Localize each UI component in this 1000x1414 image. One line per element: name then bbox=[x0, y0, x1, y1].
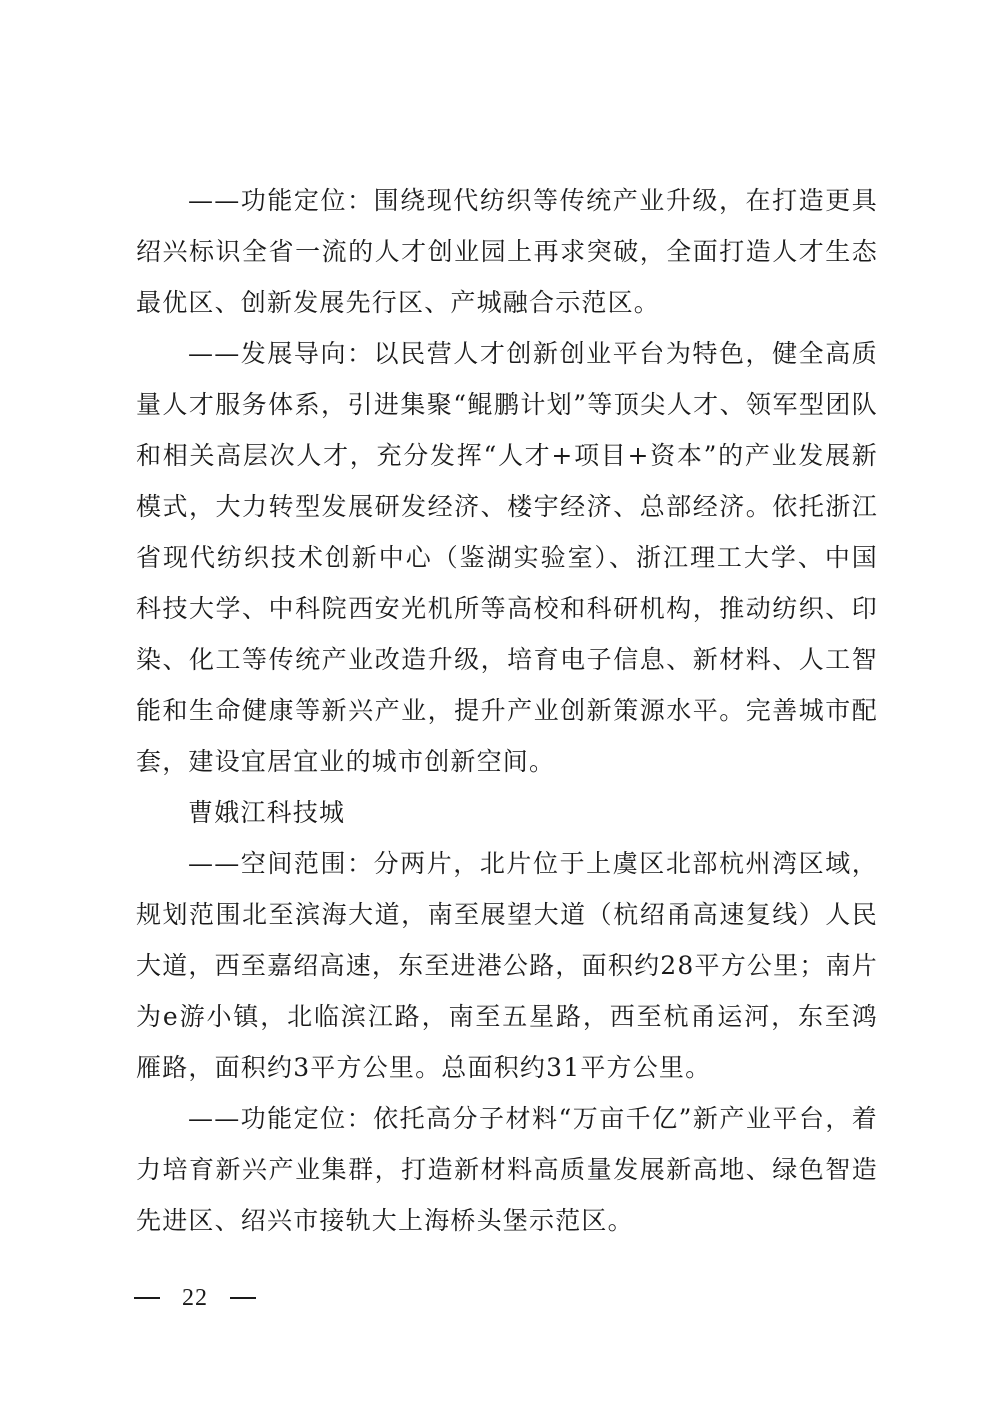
section-heading: 曹娥江科技城 bbox=[188, 798, 346, 827]
paragraph-function-positioning-2: ——功能定位：依托高分子材料“万亩千亿”新产业平台，着力培育新兴产业集群，打造新材料高质量发展新高地、绿色智造先进区、绍兴市接轨大上海桥头堡示范区。 bbox=[136, 1104, 878, 1235]
page-footer bbox=[134, 1280, 256, 1316]
paragraph-spatial-scope: ——空间范围：分两片，北片位于上虞区北部杭州湾区域，规划范围北至滨海大道，南至展望大道（杭绍甬高速复线）人民大道，西至嘉绍高速，东至进港公路，面积约28平方公里；南片为e游小镇，北临滨江路，南至五星路，西至杭甬运河，东至鸿雁路，面积约3平方公里。总面积约31平方公里。 bbox=[136, 849, 878, 1082]
document-body bbox=[136, 175, 878, 1246]
page-number: 22 bbox=[182, 1284, 208, 1311]
footer-dash-left bbox=[134, 1297, 160, 1299]
paragraph-function-positioning: ——功能定位：围绕现代纺织等传统产业升级，在打造更具绍兴标识全省一流的人才创业园上再求突破，全面打造人才生态最优区、创新发展先行区、产城融合示范区。 bbox=[136, 186, 878, 317]
footer-dash-right bbox=[230, 1297, 256, 1299]
paragraph-development-orientation: ——发展导向：以民营人才创新创业平台为特色，健全高质量人才服务体系，引进集聚“鲲鹏计划”等顶尖人才、领军型团队和相关高层次人才，充分发挥“人才+项目+资本”的产业发展新模式，大力转型发展研发经济、楼宇经济、总部经济。依托浙江省现代纺织技术创新中心（鉴湖实验室）、浙江理工大学、中国科技大学、中科院西安光机所等高校和科研机构，推动纺织、印染、化工等传统产业改造升级，培育电子信息、新材料、人工智能和生命健康等新兴产业，提升产业创新策源水平。完善城市配套，建设宜居宜业的城市创新空间。 bbox=[136, 339, 878, 776]
